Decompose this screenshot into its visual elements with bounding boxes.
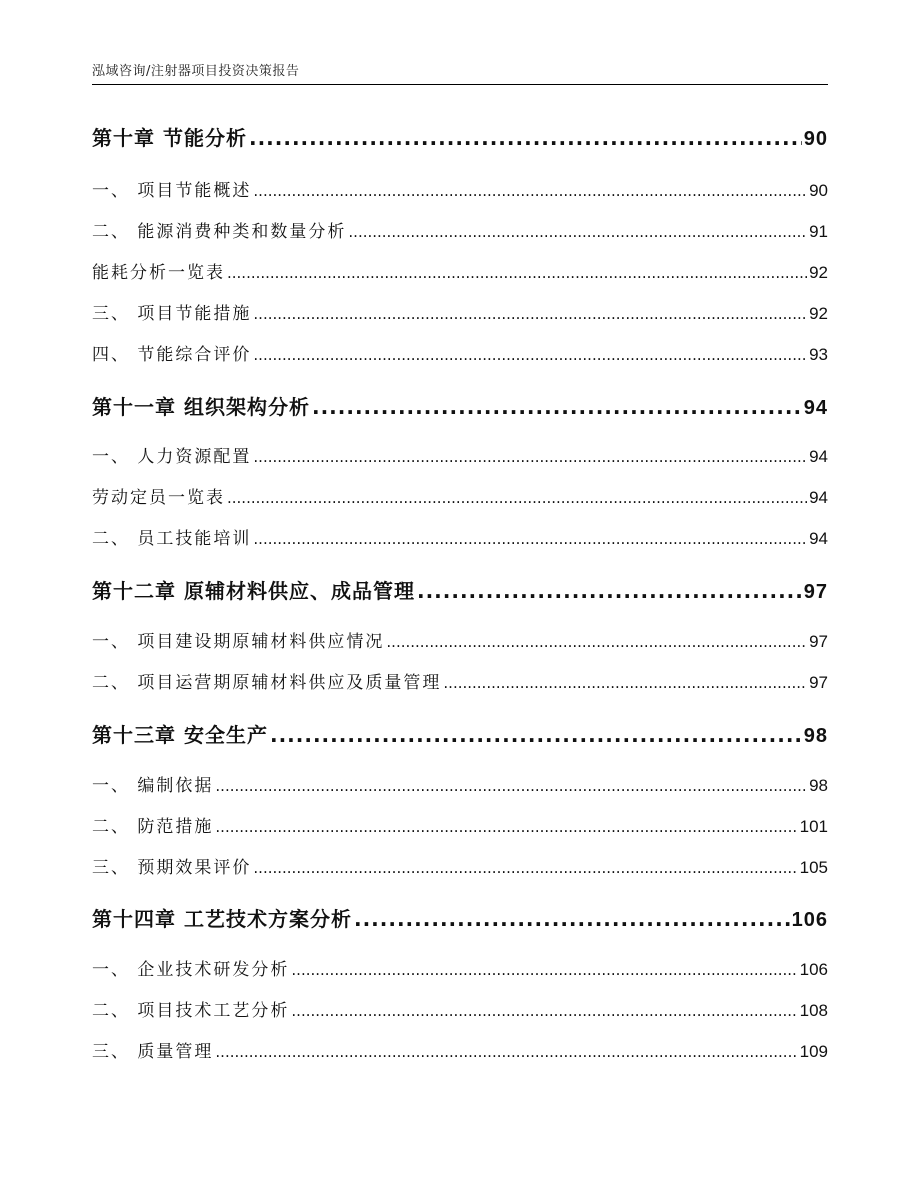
toc-page: 105 (799, 858, 828, 877)
toc-leader (253, 305, 807, 323)
toc-page: 92 (809, 263, 828, 282)
toc-section[interactable] (92, 340, 828, 365)
toc-leader (227, 489, 807, 507)
toc-page: 90 (809, 181, 828, 200)
header-rule (92, 84, 828, 85)
toc-page: 109 (799, 1042, 828, 1061)
toc-chapter-14[interactable] (92, 903, 828, 932)
toc-title: 一、 项目建设期原辅材料供应情况 (92, 632, 385, 652)
toc-leader (386, 633, 807, 651)
toc-leader (443, 674, 807, 692)
toc-leader (253, 346, 807, 364)
toc-section[interactable] (92, 771, 828, 796)
toc-section[interactable] (92, 442, 828, 467)
toc-page: 90 (803, 128, 828, 150)
toc-title: 一、 人力资源配置 (92, 447, 252, 467)
toc-leader (291, 1002, 797, 1020)
toc-page: 108 (799, 1001, 828, 1020)
toc-section[interactable] (92, 1037, 828, 1062)
toc-page: 106 (791, 909, 828, 931)
toc-leader (417, 579, 802, 603)
toc-title: 二、 项目技术工艺分析 (92, 1001, 290, 1021)
toc-title: 二、 能源消费种类和数量分析 (92, 222, 347, 242)
toc-title: 三、 项目节能措施 (92, 304, 252, 324)
toc-page: 97 (809, 632, 828, 651)
toc-title: 第十四章 工艺技术方案分析 (92, 907, 352, 931)
toc-page: 98 (803, 725, 828, 747)
toc-page: 93 (809, 345, 828, 364)
toc-title: 第十三章 安全生产 (92, 723, 268, 747)
toc-title: 四、 节能综合评价 (92, 345, 252, 365)
toc-title: 一、 项目节能概述 (92, 181, 252, 201)
toc-leader (270, 723, 802, 747)
toc-chapter-10[interactable] (92, 122, 828, 151)
toc-leader (227, 264, 807, 282)
toc-leader (253, 859, 797, 877)
toc-page: 94 (809, 488, 828, 507)
toc-title: 劳动定员一览表 (92, 488, 225, 508)
toc-title: 第十章 节能分析 (92, 126, 247, 150)
toc-page: 94 (809, 529, 828, 548)
toc-page: 101 (799, 817, 828, 836)
toc-leader (253, 182, 807, 200)
toc-section[interactable] (92, 176, 828, 201)
toc-title: 一、 编制依据 (92, 776, 214, 796)
running-header: 泓域咨询/注射器项目投资决策报告 (92, 64, 300, 79)
toc-leader (348, 223, 807, 241)
toc-section[interactable] (92, 812, 828, 837)
toc-chapter-12[interactable] (92, 575, 828, 604)
toc-table-entry[interactable] (92, 258, 828, 283)
toc-chapter-13[interactable] (92, 719, 828, 748)
toc-leader (312, 395, 802, 419)
toc-page: 94 (809, 447, 828, 466)
toc-leader (253, 448, 807, 466)
toc-page: 94 (803, 397, 828, 419)
toc-page: 92 (809, 304, 828, 323)
toc-leader (291, 961, 797, 979)
toc-section[interactable] (92, 996, 828, 1021)
toc-page: 97 (803, 581, 828, 603)
toc-section[interactable] (92, 853, 828, 878)
toc-leader (215, 818, 797, 836)
toc-leader (249, 126, 802, 150)
toc-leader (253, 530, 807, 548)
toc-table-entry[interactable] (92, 483, 828, 508)
toc-leader (215, 777, 807, 795)
toc-section[interactable] (92, 627, 828, 652)
toc-title: 二、 防范措施 (92, 817, 214, 837)
toc-page: 91 (809, 222, 828, 241)
toc-section[interactable] (92, 524, 828, 549)
toc-title: 第十一章 组织架构分析 (92, 395, 310, 419)
toc-title: 三、 质量管理 (92, 1042, 214, 1062)
toc-section[interactable] (92, 955, 828, 980)
toc-title: 一、 企业技术研发分析 (92, 960, 290, 980)
toc-section[interactable] (92, 299, 828, 324)
toc-leader (354, 907, 790, 931)
toc-section[interactable] (92, 217, 828, 242)
toc-title: 第十二章 原辅材料供应、成品管理 (92, 579, 415, 603)
toc-page: 106 (799, 960, 828, 979)
toc-chapter-11[interactable] (92, 391, 828, 420)
toc-leader (215, 1043, 797, 1061)
toc-title: 能耗分析一览表 (92, 263, 225, 283)
toc-page: 97 (809, 673, 828, 692)
toc-page: 98 (809, 776, 828, 795)
toc-title: 二、 项目运营期原辅材料供应及质量管理 (92, 673, 442, 693)
toc-title: 三、 预期效果评价 (92, 858, 252, 878)
toc-section[interactable] (92, 668, 828, 693)
toc-title: 二、 员工技能培训 (92, 529, 252, 549)
